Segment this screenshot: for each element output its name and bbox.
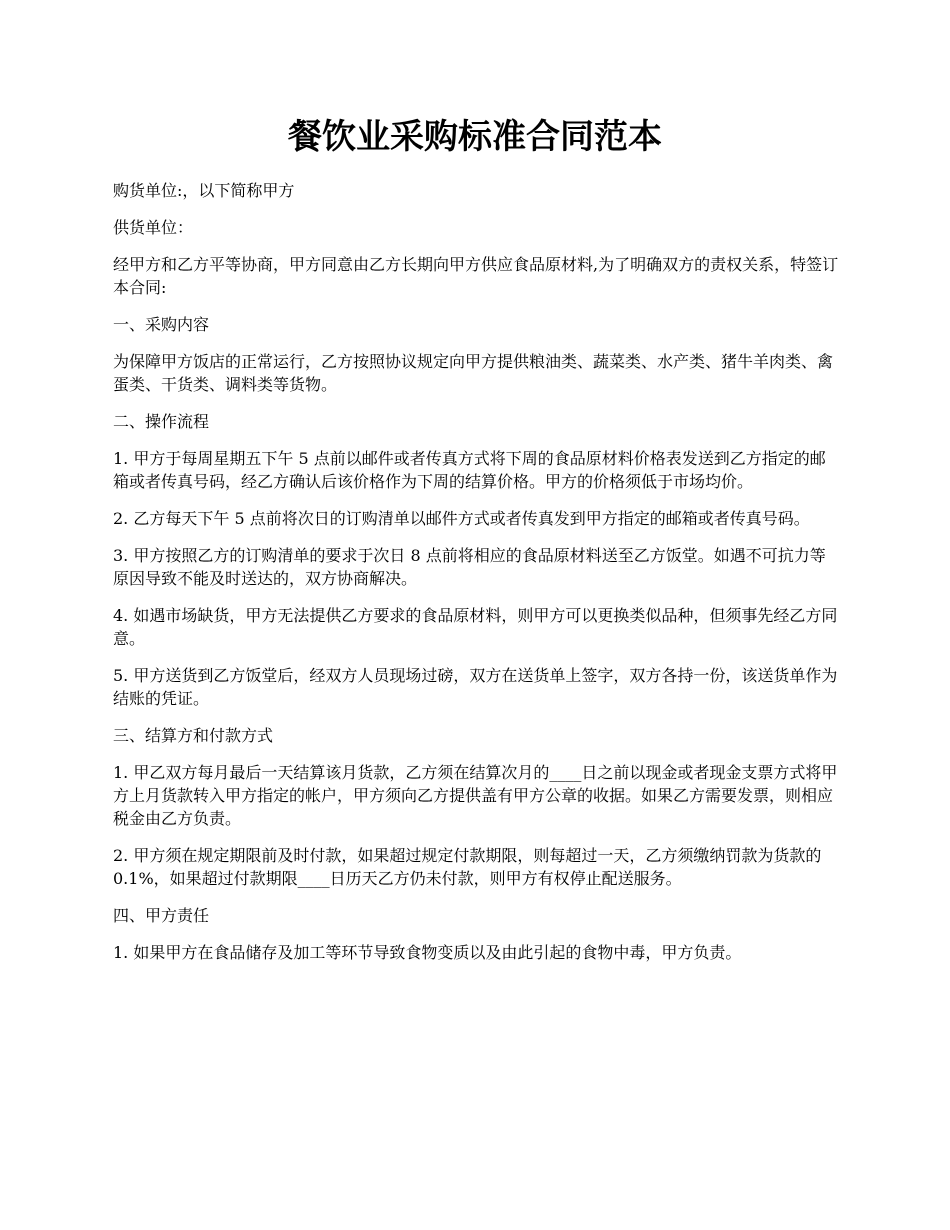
process-item-2: 2. 乙方每天下午 5 点前将次日的订购清单以邮件方式或者传真发到甲方指定的邮箱或者传真号码。 (113, 509, 810, 528)
intro-paragraph: 经甲方和乙方平等协商，甲方同意由乙方长期向甲方供应食品原材料,为了明确双方的责权关系，特签订本合同: (113, 255, 839, 297)
section-heading-purchase: 一、采购内容 (113, 315, 210, 334)
buyer-line: 购货单位:，以下简称甲方 (113, 181, 295, 200)
settlement-item-1: 1. 甲乙双方每月最后一天结算该月货款，乙方须在结算次月的____日之前以现金或者现金支票方式将甲方上月货款转入甲方指定的帐户，甲方须向乙方提供盖有甲方公章的收据。如果乙方需要发票，则相应税金由乙方负责。 (113, 763, 838, 828)
settlement-item-2: 2. 甲方须在规定期限前及时付款，如果超过规定付款期限，则每超过一天，乙方须缴纳罚款为货款的 0.1%，如果超过付款期限____日历天乙方仍未付款，则甲方有权停止配送服务。 (113, 846, 822, 888)
section-heading-settlement: 三、结算方和付款方式 (113, 726, 274, 745)
process-item-4: 4. 如遇市场缺货，甲方无法提供乙方要求的食品原材料，则甲方可以更换类似品种，但须事先经乙方同意。 (113, 606, 838, 648)
process-item-3: 3. 甲方按照乙方的订购清单的要求于次日 8 点前将相应的食品原材料送至乙方饭堂。如遇不可抗力等原因导致不能及时送达的，双方协商解决。 (113, 546, 826, 588)
section-heading-party-a: 四、甲方责任 (113, 906, 210, 925)
party-a-item-1: 1. 如果甲方在食品储存及加工等环节导致食物变质以及由此引起的食物中毒，甲方负责。 (113, 943, 742, 962)
document-body (113, 179, 841, 978)
process-item-5: 5. 甲方送货到乙方饭堂后，经双方人员现场过磅，双方在送货单上签字，双方各持一份，该送货单作为结账的凭证。 (113, 666, 838, 708)
section-heading-process: 二、操作流程 (113, 412, 210, 431)
process-item-1: 1. 甲方于每周星期五下午 5 点前以邮件或者传真方式将下周的食品原材料价格表发送到乙方指定的邮箱或者传真号码，经乙方确认后该价格作为下周的结算价格。甲方的价格须低于市场均价。 (113, 449, 826, 491)
supplier-line: 供货单位： (113, 218, 194, 237)
purchase-content-paragraph: 为保障甲方饭店的正常运行，乙方按照协议规定向甲方提供粮油类、蔬菜类、水产类、猪牛羊肉类、禽蛋类、干货类、调料类等货物。 (113, 352, 834, 394)
document-title: 餐饮业采购标准合同范本 (288, 117, 662, 157)
